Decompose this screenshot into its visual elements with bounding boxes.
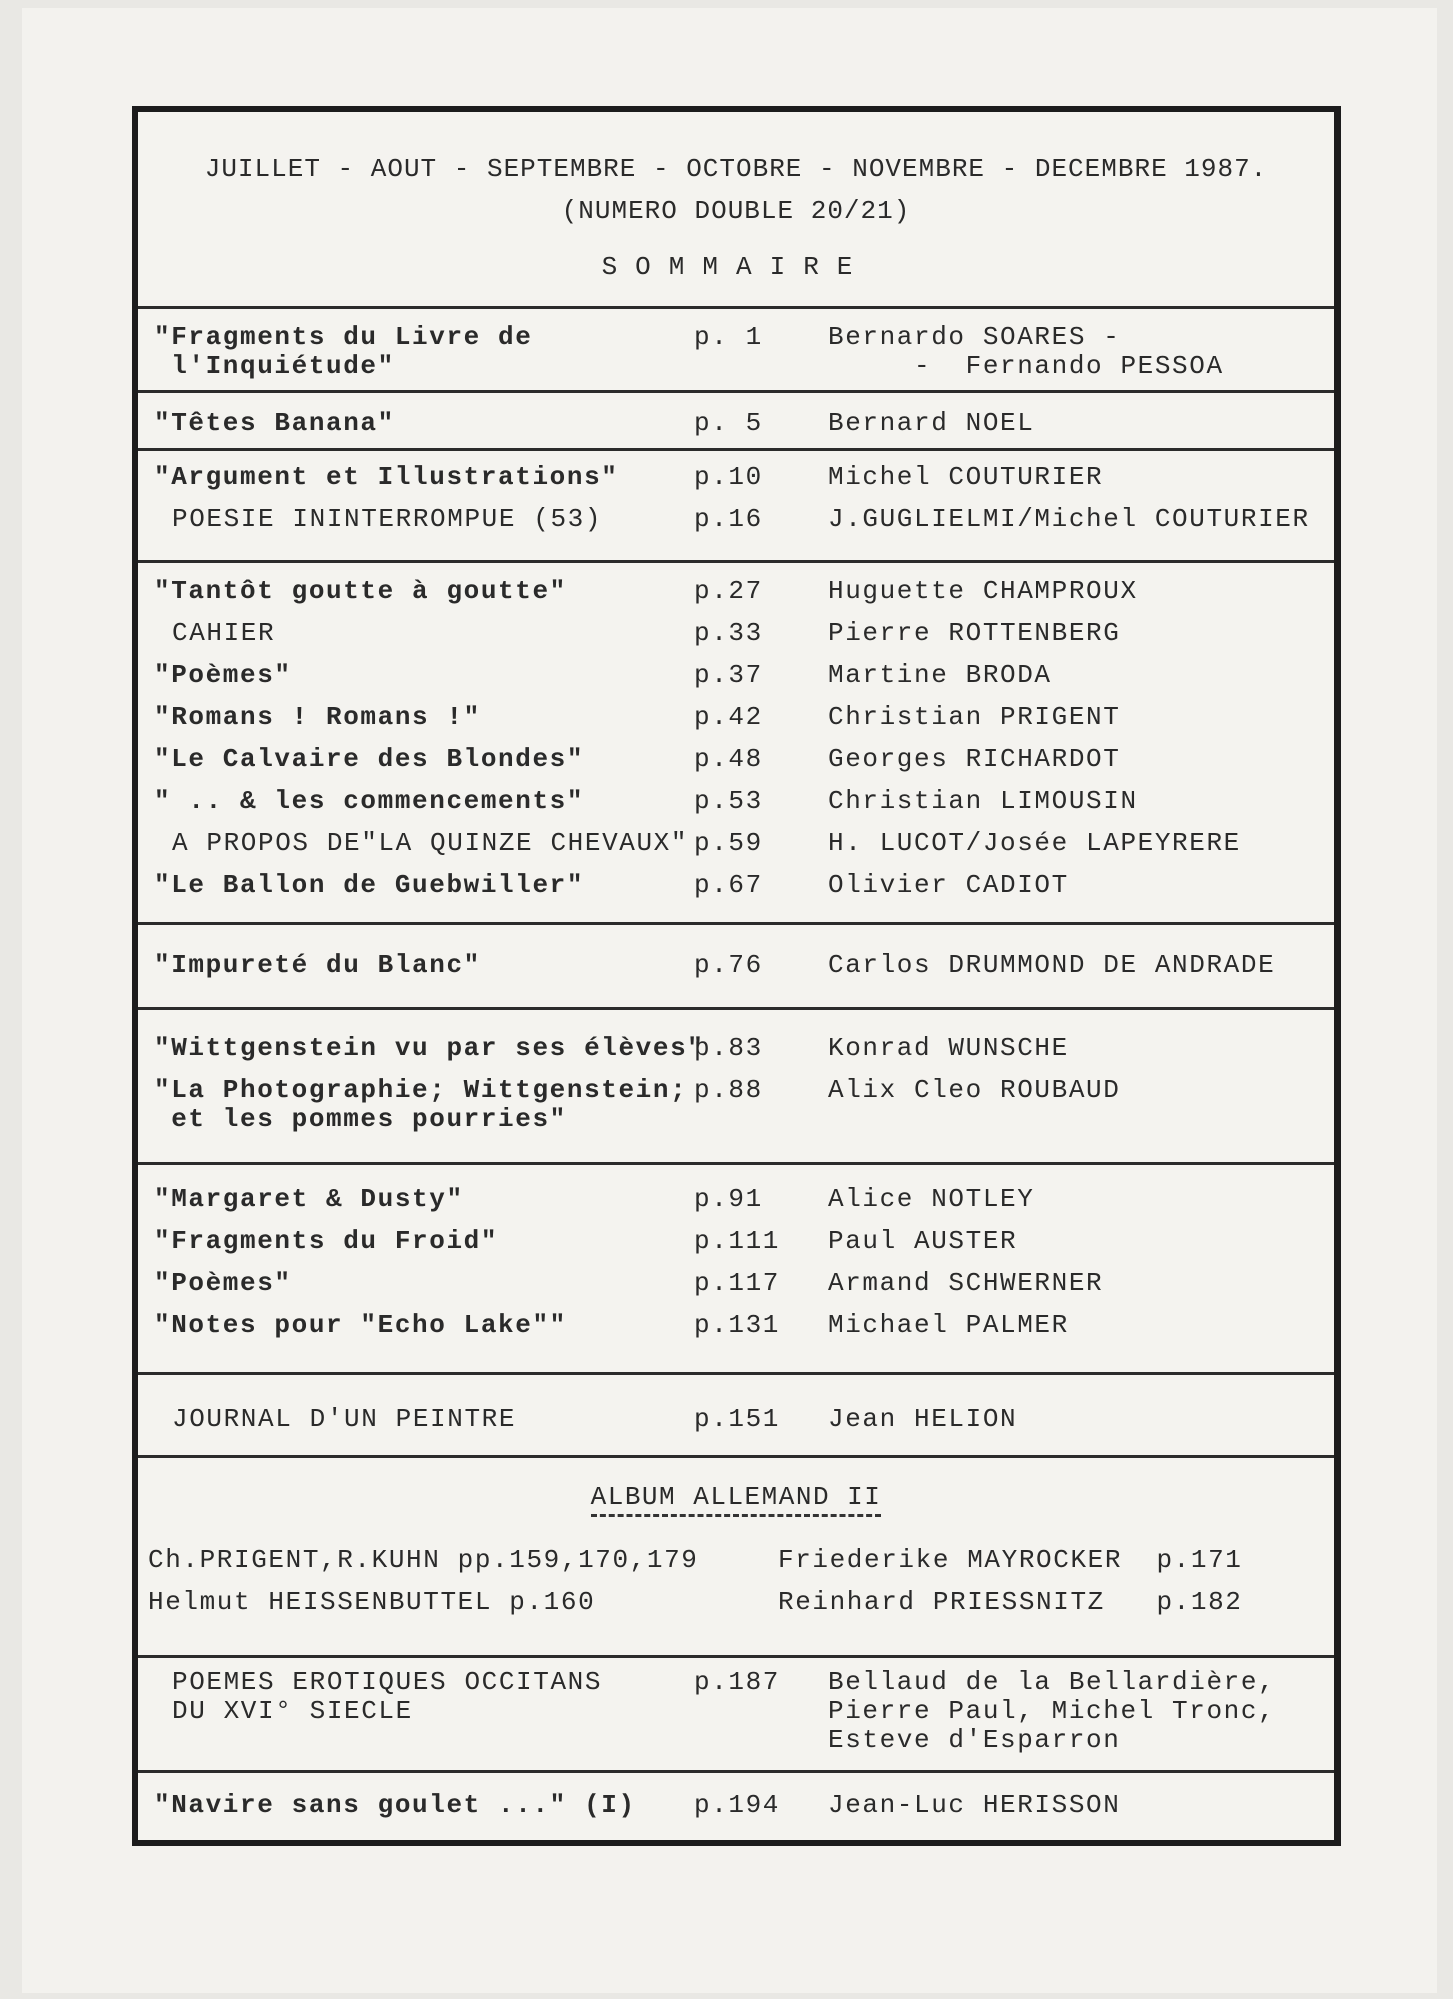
entry-author: Bernardo SOARES - - Fernando PESSOA xyxy=(828,322,1224,381)
entry-title: "Tantôt goutte à goutte" xyxy=(154,576,567,606)
entry-author: Bellaud de la Bellardière, Pierre Paul, Michel Tronc, Esteve d'Esparron xyxy=(828,1667,1276,1755)
issue-number: (NUMERO DOUBLE 20/21) xyxy=(561,196,911,226)
entry-author: Pierre ROTTENBERG xyxy=(828,618,1121,648)
entry-title: "Fragments du Livre de l'Inquiétude" xyxy=(154,322,533,381)
entry-author: Christian LIMOUSIN xyxy=(828,786,1138,816)
entry-author: Georges RICHARDOT xyxy=(828,744,1121,774)
album-title: ALBUM ALLEMAND II xyxy=(591,1482,882,1517)
entry-author: Olivier CADIOT xyxy=(828,870,1069,900)
entry-author: Jean-Luc HERISSON xyxy=(828,1790,1121,1820)
album-entry-left: Ch.PRIGENT,R.KUHN pp.159,170,179 xyxy=(148,1545,699,1575)
toc-section xyxy=(138,1162,1334,1372)
toc-section xyxy=(138,1655,1334,1770)
toc-section xyxy=(138,306,1334,390)
entry-page: p.91 xyxy=(694,1184,763,1214)
album-entry-right: Reinhard PRIESSNITZ p.182 xyxy=(778,1587,1243,1617)
entry-author: Bernard NOEL xyxy=(828,408,1035,438)
entry-page: p.16 xyxy=(694,504,763,534)
entry-title: " .. & les commencements" xyxy=(154,786,585,816)
toc-section xyxy=(138,922,1334,1007)
sommaire-title: SOMMAIRE xyxy=(601,252,871,282)
entry-author: Michel COUTURIER xyxy=(828,462,1104,492)
entry-title: "Impureté du Blanc" xyxy=(154,950,481,980)
entry-page: p.48 xyxy=(694,744,763,774)
entry-author: Michael PALMER xyxy=(828,1310,1069,1340)
entry-title: CAHIER xyxy=(172,618,276,648)
entry-page: p.83 xyxy=(694,1033,763,1063)
album-entry-right: Friederike MAYROCKER p.171 xyxy=(778,1545,1243,1575)
entry-author: Armand SCHWERNER xyxy=(828,1268,1104,1298)
entry-author: H. LUCOT/Josée LAPEYRERE xyxy=(828,828,1241,858)
entry-page: p.187 xyxy=(694,1667,781,1697)
entry-page: p.67 xyxy=(694,870,763,900)
toc-section xyxy=(138,560,1334,922)
entry-title: "Poèmes" xyxy=(154,660,292,690)
entry-author: Huguette CHAMPROUX xyxy=(828,576,1138,606)
toc-section xyxy=(138,1372,1334,1455)
entry-title: POESIE ININTERROMPUE (53) xyxy=(172,504,603,534)
entry-page: p.131 xyxy=(694,1310,781,1340)
entry-page: p.42 xyxy=(694,702,763,732)
entry-author: Alice NOTLEY xyxy=(828,1184,1035,1214)
entry-title: "Têtes Banana" xyxy=(154,408,395,438)
entry-title: POEMES EROTIQUES OCCITANS DU XVI° SIECLE xyxy=(172,1667,603,1726)
entry-page: p.194 xyxy=(694,1790,781,1820)
entry-title: "Poèmes" xyxy=(154,1268,292,1298)
toc-section xyxy=(138,448,1334,560)
entry-author: Paul AUSTER xyxy=(828,1226,1018,1256)
album-entry-left: Helmut HEISSENBUTTEL p.160 xyxy=(148,1587,596,1617)
toc-section xyxy=(138,1007,1334,1162)
entry-page: p.151 xyxy=(694,1404,781,1434)
entry-page: p.111 xyxy=(694,1226,781,1256)
entry-title: "Margaret & Dusty" xyxy=(154,1184,464,1214)
period: JUILLET - AOUT - SEPTEMBRE - OCTOBRE - NOVEMBRE - DECEMBRE 1987. xyxy=(204,154,1268,184)
entry-title: "Notes pour "Echo Lake"" xyxy=(154,1310,567,1340)
entry-author: Martine BRODA xyxy=(828,660,1052,690)
toc-section xyxy=(138,390,1334,448)
entry-title: "Argument et Illustrations" xyxy=(154,462,619,492)
toc-section xyxy=(138,1455,1334,1655)
album-heading xyxy=(138,1482,1334,1512)
entry-page: p. 1 xyxy=(694,322,763,352)
entry-author: Alix Cleo ROUBAUD xyxy=(828,1075,1121,1105)
entry-page: p.59 xyxy=(694,828,763,858)
entry-page: p.117 xyxy=(694,1268,781,1298)
toc-section xyxy=(138,1770,1334,1840)
entry-page: p.27 xyxy=(694,576,763,606)
entry-title: A PROPOS DE"LA QUINZE CHEVAUX" xyxy=(172,828,689,858)
entry-author: Christian PRIGENT xyxy=(828,702,1121,732)
entry-title: "Fragments du Froid" xyxy=(154,1226,499,1256)
entry-page: p. 5 xyxy=(694,408,763,438)
header xyxy=(138,112,1334,306)
entry-title: "Le Ballon de Guebwiller" xyxy=(154,870,585,900)
entry-page: p.33 xyxy=(694,618,763,648)
entry-page: p.53 xyxy=(694,786,763,816)
entry-author: Konrad WUNSCHE xyxy=(828,1033,1069,1063)
entry-page: p.37 xyxy=(694,660,763,690)
entry-title: "Wittgenstein vu par ses élèves" xyxy=(154,1033,705,1063)
table-of-contents xyxy=(132,106,1341,1846)
entry-title: "Romans ! Romans !" xyxy=(154,702,481,732)
entry-title: "Navire sans goulet ..." (I) xyxy=(154,1790,636,1820)
entry-page: p.88 xyxy=(694,1075,763,1105)
entry-author: Jean HELION xyxy=(828,1404,1018,1434)
entry-author: Carlos DRUMMOND DE ANDRADE xyxy=(828,950,1276,980)
entry-title: "La Photographie; Wittgenstein; et les pommes pourries" xyxy=(154,1075,688,1134)
entry-title: JOURNAL D'UN PEINTRE xyxy=(172,1404,517,1434)
entry-page: p.10 xyxy=(694,462,763,492)
entry-page: p.76 xyxy=(694,950,763,980)
entry-author: J.GUGLIELMI/Michel COUTURIER xyxy=(828,504,1310,534)
entry-title: "Le Calvaire des Blondes" xyxy=(154,744,585,774)
